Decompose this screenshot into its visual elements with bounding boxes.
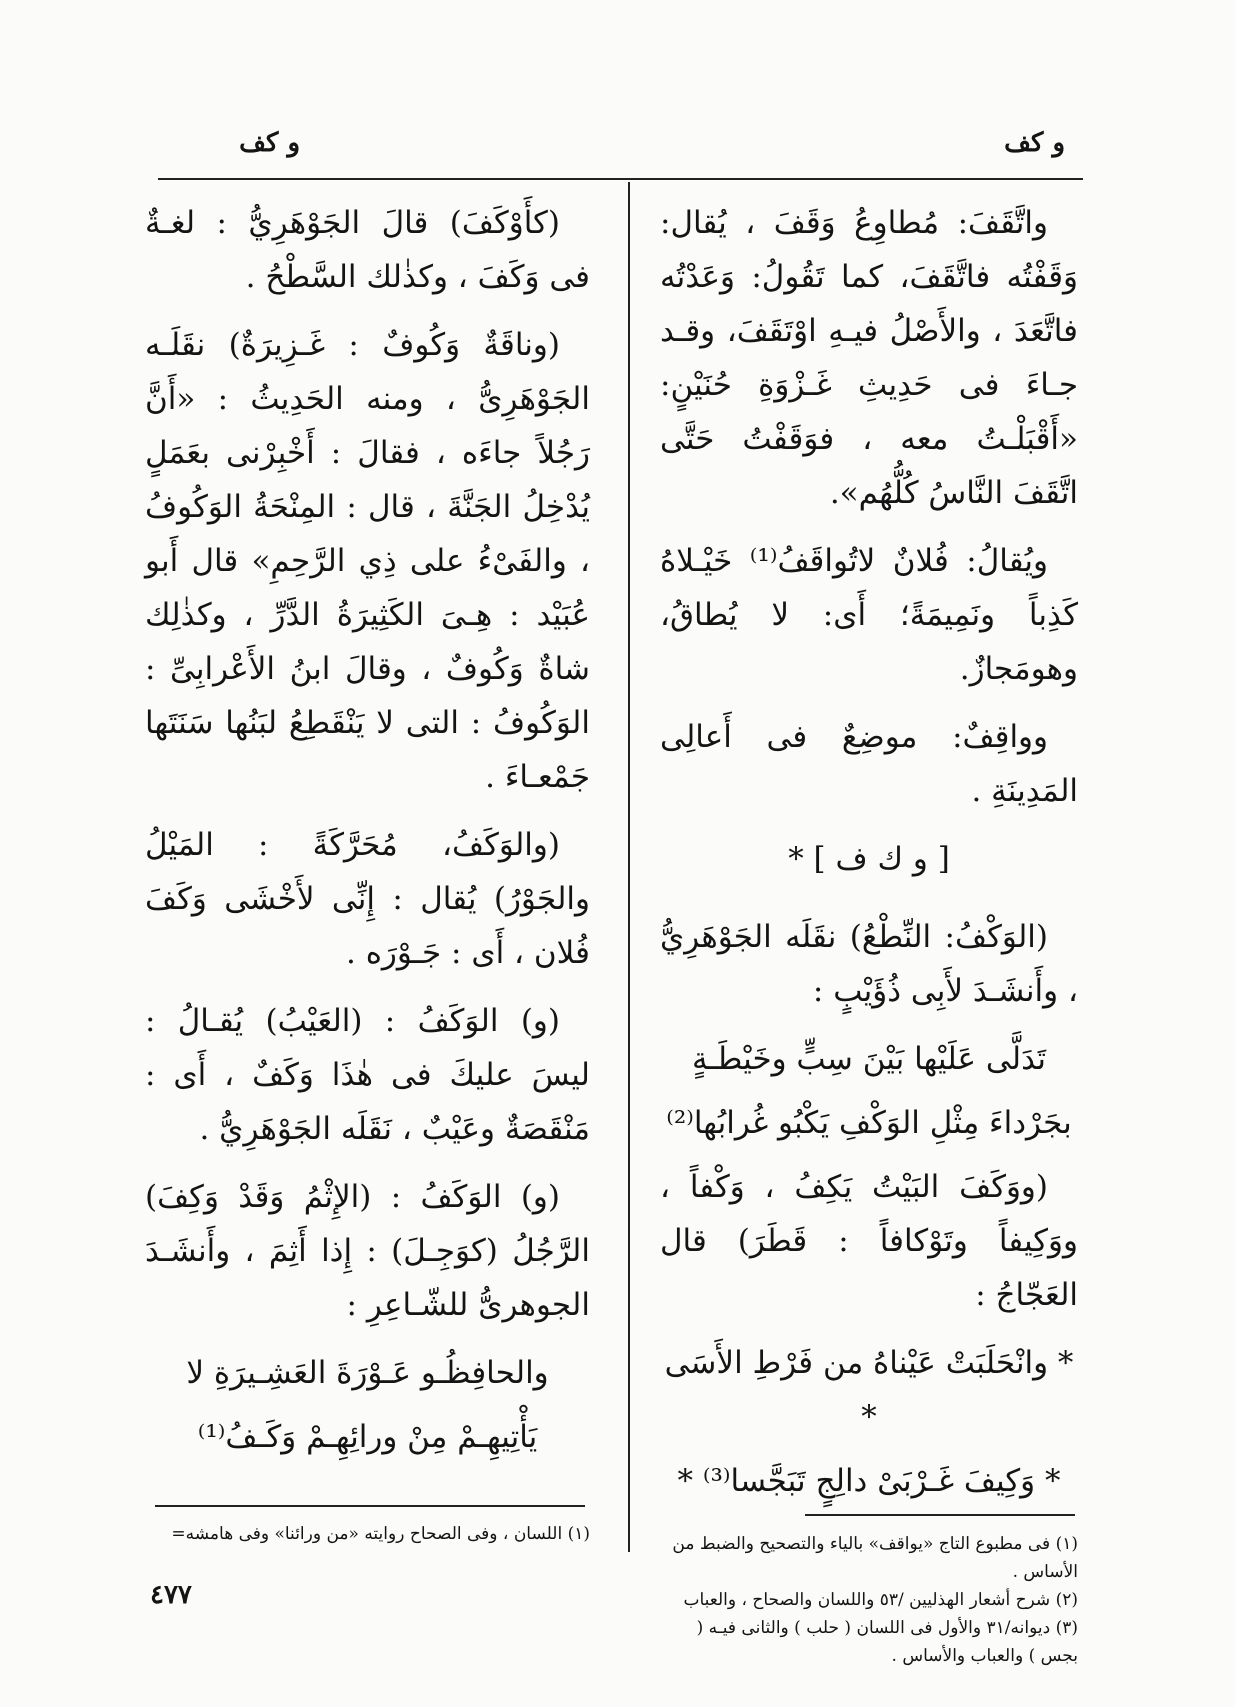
entry-heading: [ و ك ف ] * [788,841,950,877]
footnote-rule-left [155,1505,585,1507]
left-paragraph-4: (و) الوَكَفُ : (العَيْبُ) يُقـالُ : ليسَ عليكَ فى هٰذَا وَكَفٌ ، أَى : مَنْقَصَةٌ وعَيْبٌ ، نَقَلَه الجَوْهَرِيُّ . [145,1003,590,1147]
left-poem-verse-2: يَأْتِيهِـمْ مِنْ ورائِهِـمْ وَكَـفُ⁽¹⁾ [197,1419,538,1455]
right-paragraph-1: واتَّقَفَ: مُطاوِعُ وَقَفَ ، يُقال: وَقَفْتُه فاتَّقَفَ، كما تَقُولُ: وَعَدْتُه فاتَّعَدَ ، والأَصْلُ فيـهِ اوْتَقَفَ، وقـد جـاءَ فى حَدِيثِ غَـزْوَةِ حُنَيْنٍ: «أَقْبَلْـتُ معه ، فوَقَفْتُ حَتَّى اتَّقَفَ النَّاسُ كُلُّهُم». [660,205,1078,511]
left-column [145,196,590,1474]
footnotes-right [660,1530,1078,1670]
rajaz-line-1: * وانْحَلَبَتْ عَيْناهُ من فَرْطِ الأَسَى * [664,1345,1074,1435]
footnotes-left [155,1520,590,1548]
left-poem-verse-1: والحافِظُـو عَـوْرَةَ العَشِـيرَةِ لا [186,1355,549,1391]
footnote-2: (٢) شرح أشعار الهذليين /٥٣ واللسان والصحاح ، والعباب [683,1590,1078,1610]
right-paragraph-3: وواقِفٌ: موضِعٌ فى أَعالِى المَدِينَةِ . [660,719,1078,809]
right-column [660,196,1078,1518]
left-paragraph-5: (و) الوَكَفُ : (الإِثْمُ وَقَدْ وَكِفَ) الرَّجُلُ (كوَجِـلَ) : إِذا أَثِمَ ، وأَنشَـدَ الجوهرىُّ للشّـاعِرِ : [145,1179,590,1323]
header-rule [158,178,1083,180]
right-paragraph-4: (الوَكْفُ: النِّطْعُ) نقَلَه الجَوْهَرِيُّ ، وأَنشَـدَ لأَبِى ذُؤَيْبٍ : [660,919,1078,1009]
footnote-rule-right [805,1514,1075,1516]
footnote-1: (١) فى مطبوع التاج «يواقف» بالياء والتصحيح والضبط من الأساس . [672,1534,1078,1582]
footnote-3: (٣) ديوانه/٣١ والأول فى اللسان ( حلب ) والثانى فيـه ( بجس ) والعباب والأساس . [696,1618,1078,1666]
poem-verse-1: تَدَلَّى عَلَيْها بَيْنَ سِبٍّ وخَيْطَـةٍ [691,1041,1047,1077]
page-number: ٤٧٧ [150,1580,192,1610]
column-divider [628,182,630,1552]
poem-verse-2: بجَرْداءَ مِثْلِ الوَكْفِ يَكْبُو غُرابُها⁽²⁾ [666,1105,1072,1141]
right-paragraph-5: (ووَكَفَ البَيْتُ يَكِفُ ، وَكْفاً ، ووَكِيفاً وتَوْكافاً : قَطَرَ) قال العَجّاجُ : [660,1169,1078,1313]
running-head-right: و كف [1004,128,1065,158]
left-paragraph-2: (وناقَةٌ وَكُوفٌ : غَـزِيرَةٌ) نقَلَـه الجَوْهَرِىُّ ، ومنه الحَدِيثُ : «أَنَّ رَجُلاً جاءَه ، فقالَ : أَخْبِرْنى بعَمَلٍ يُدْخِلُ الجَنَّةَ ، قال : المِنْحَةُ الوَكُوفُ ، والفَىْءُ على ذِي الرَّحِمِ» قال أَبو عُبَيْد : هِـىَ الكَثِيرَةُ الدَّرِّ ، وكذٰلِك شاةٌ وَكُوفٌ ، وقالَ ابنُ الأَعْرابِىِّ : الوَكُوفُ : التى لا يَنْقَطِعُ لبَنُها سَنَتَها جَمْعـاءَ . [145,327,590,795]
running-head-left: و كف [239,128,300,158]
right-paragraph-2: ويُقالُ: فُلانٌ لاتُواقَفُ⁽¹⁾ خَيْـلاهُ كَذِباً ونَمِيمَةً؛ أَى: لا يُطاقُ، وهومَجازٌ. [660,543,1078,687]
left-paragraph-1: (كأَوْكَفَ) قالَ الجَوْهَرِيُّ : لغـةٌ فى وَكَفَ ، وكذٰلك السَّطْحُ . [145,205,590,295]
footnote-left-1: (١) اللسان ، وفى الصحاح روايته «من ورائنا» وفى هامشه= [171,1524,590,1544]
rajaz-line-2: * وَكِيفَ غَـرْبَىْ دالِجٍ تَبَجَّسا⁽³⁾ * [677,1463,1061,1499]
left-paragraph-3: (والوَكَفُ، مُحَرَّكَةً : المَيْلُ والجَوْرُ) يُقال : إِنِّى لأَخْشَى وَكَفَ فُلان ، أَى : جَـوْرَه . [145,827,590,971]
